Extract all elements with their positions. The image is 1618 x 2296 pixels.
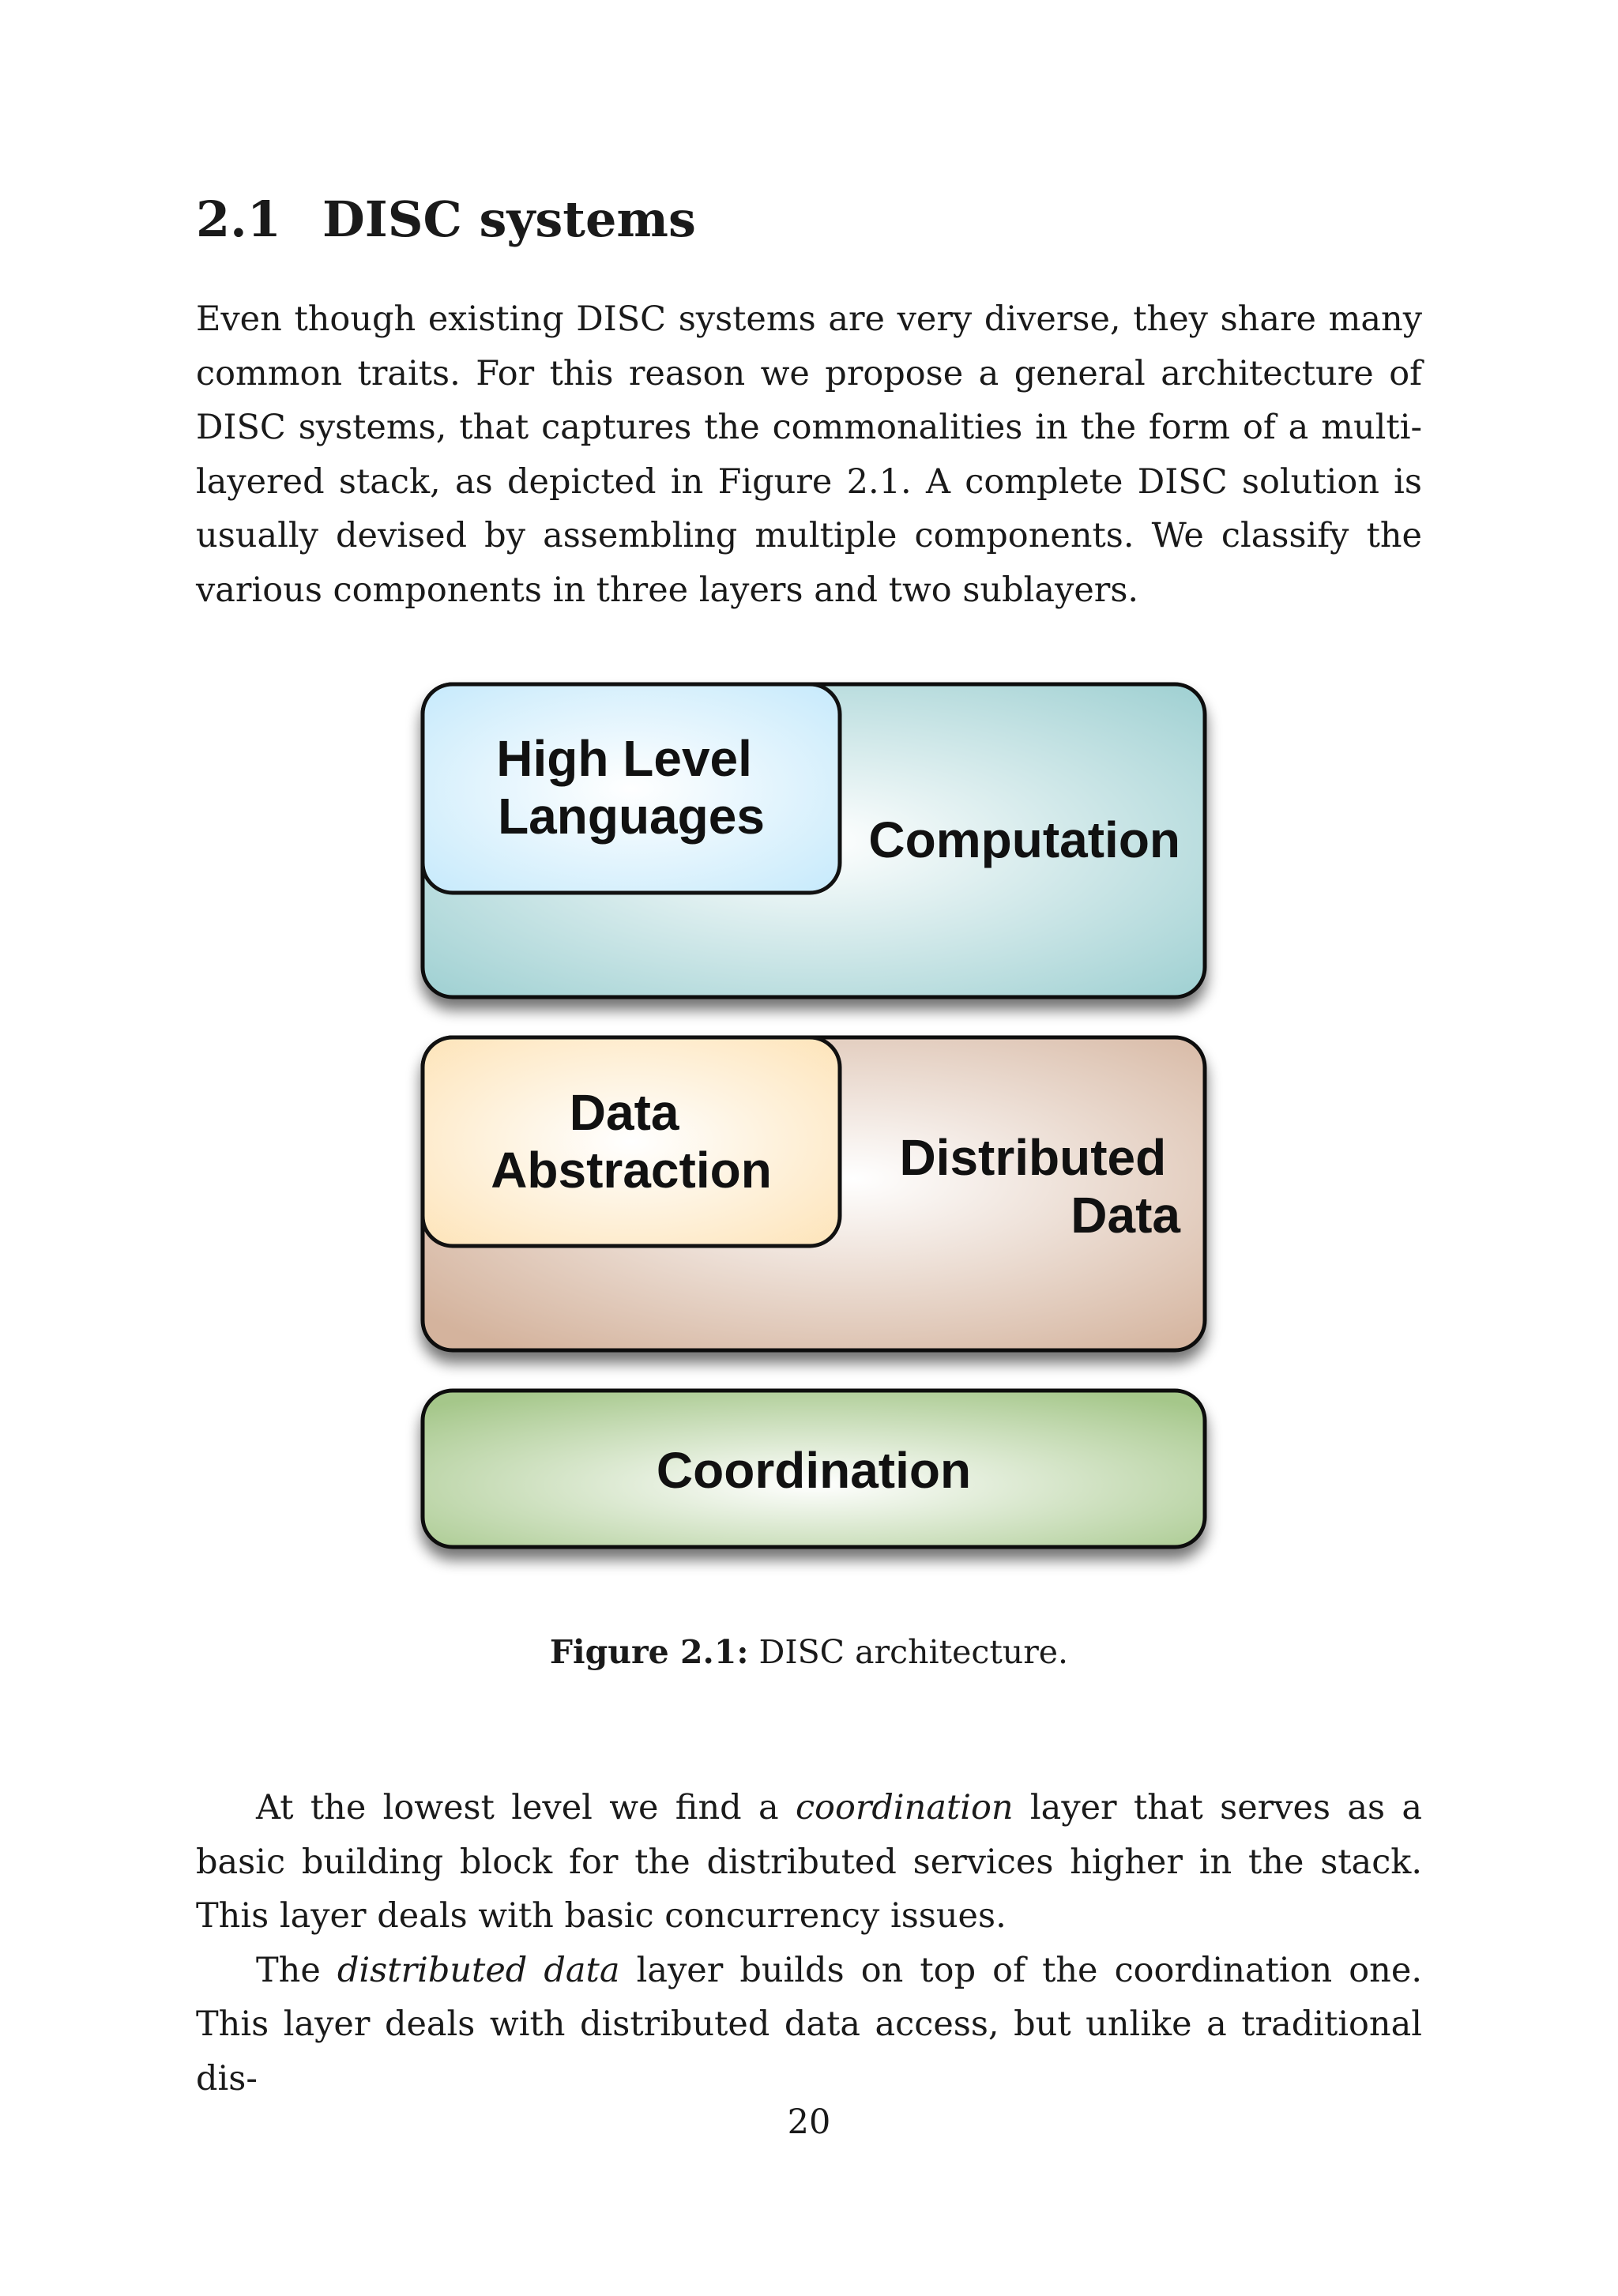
computation-layer <box>423 684 1205 997</box>
paragraph-distributed-data: The distributed data layer builds on top of the coordination one. This layer deals with distributed data access, but unlike a traditional dis- <box>196 1950 1422 2098</box>
section-heading <box>196 182 1428 258</box>
data-abstraction-label: Data Abstraction <box>491 1084 772 1199</box>
computation-label: Computation <box>868 811 1180 868</box>
high-level-languages-label: High Level Languages <box>496 730 765 845</box>
section-number: 2.1 <box>196 190 281 248</box>
distributed-data-label: Distributed Data <box>899 1129 1180 1244</box>
paragraph-block <box>196 1781 1422 2106</box>
section-title: DISC systems <box>322 190 696 248</box>
coordination-label: Coordination <box>656 1442 972 1499</box>
term-coordination: coordination <box>795 1788 1014 1827</box>
caption-label: Figure 2.1: <box>549 1633 749 1671</box>
figure-caption <box>196 1630 1422 1674</box>
coordination-layer <box>423 1391 1205 1547</box>
paragraph-intro: Even though existing DISC systems are very diverse, they share many common traits. For this reason we propose a general architecture of DISC systems, that captures the commonalities in the form of a multi-layered stack, as depicted in Figure 2.1. A complete DISC solution is usually devised by assembling multiple components. We classify the various components in three layers and two sublayers. <box>196 299 1422 610</box>
page-number: 20 <box>787 2102 831 2142</box>
distributed-data-layer <box>423 1037 1205 1350</box>
term-distributed-data: distributed data <box>337 1950 620 1990</box>
caption-text: DISC architecture. <box>758 1633 1069 1671</box>
paragraph-coordination: At the lowest level we find a coordination layer that serves as a basic building block for the distributed services higher in the stack. This layer deals with basic concurrency issues. <box>196 1788 1422 1936</box>
disc-architecture-diagram <box>387 664 1240 1604</box>
